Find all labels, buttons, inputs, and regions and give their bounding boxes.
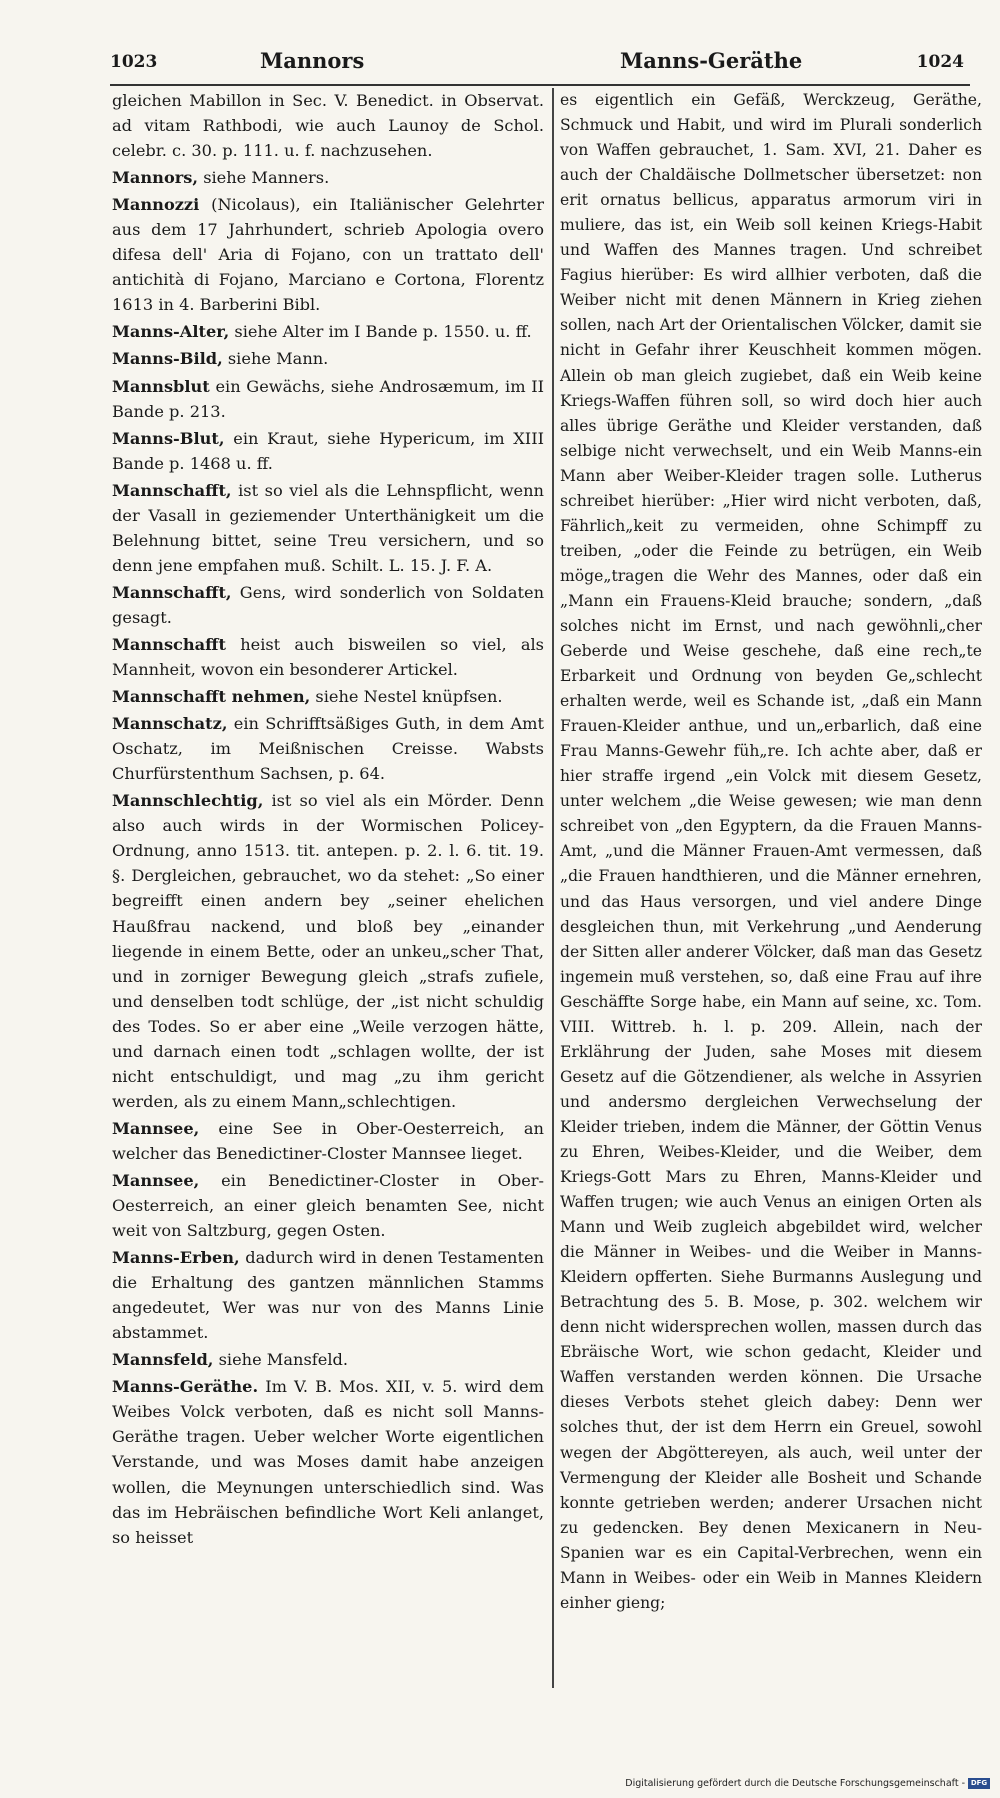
entry-text: ein Benedictiner-Closter in Ober-Oesterreich, an einer gleich benamten See, nicht weit von Saltzburg, gegen Osten. xyxy=(112,1170,545,1241)
header-rule xyxy=(110,84,970,86)
column-divider xyxy=(552,88,554,1688)
credit-text: Digitalisierung gefördert durch die Deutsche Forschungsgemeinschaft - xyxy=(625,1778,965,1789)
entry-headword: Manns-Geräthe. xyxy=(112,1377,259,1397)
running-head-right: Manns-Geräthe xyxy=(620,48,803,73)
entry xyxy=(112,192,544,317)
left-column xyxy=(112,88,544,1552)
entry xyxy=(112,346,544,371)
entry xyxy=(112,478,544,578)
entry xyxy=(112,632,544,682)
entry-headword: Manns-Blut, xyxy=(112,428,225,448)
entry-text: ein Schrifftsäßiges Guth, in dem Amt Oschatz, im Meißnischen Creisse. Wabsts Churfürstenthum Sachsen, p. 64. xyxy=(112,714,544,784)
entry xyxy=(112,684,544,709)
entry-text: Im V. B. Mos. XII, v. 5. wird dem Weibes Volck verboten, daß es nicht soll Manns-Geräthe tragen. Ueber welcher Worte eigentlichen Verstande, und was Moses damit habe anzeigen wollen, die Meynungen unterschiedlich sind. Was das im Hebräischen befindliche Wort Keli anlanget, so heisset xyxy=(112,1377,544,1547)
entry-headword: Mannschafft, xyxy=(112,480,232,500)
entry-headword: Mannschafft nehmen, xyxy=(112,687,311,707)
entry-headword: Mannsee, xyxy=(112,1170,200,1190)
entry-headword: Mannschafft xyxy=(112,634,226,654)
running-head-left: Mannors xyxy=(260,48,365,73)
entry-headword: Mannsblut xyxy=(112,376,210,396)
entry-headword: Mannsee, xyxy=(112,1118,200,1138)
entry-text: ein Gewächs, siehe Androsæmum, im II Bande p. 213. xyxy=(112,376,544,421)
entry-headword: Manns-Erben, xyxy=(112,1248,240,1268)
entry-text: Gens, wird sonderlich von Soldaten gesagt. xyxy=(112,582,544,627)
digitization-credit xyxy=(600,1778,990,1792)
entry xyxy=(112,711,544,786)
entry xyxy=(112,319,544,344)
entry-text: dadurch wird in denen Testamenten die Erhaltung des gantzen männlichen Stamms angedeutet, Wer was nur von des Manns Linie abstammet. xyxy=(112,1248,544,1343)
entry-text: siehe Manners. xyxy=(203,168,330,188)
entry xyxy=(112,1374,544,1549)
entry-text: siehe Nestel knüpfsen. xyxy=(315,687,503,707)
page-number-left: 1023 xyxy=(110,52,158,72)
dfg-logo-icon: DFG xyxy=(968,1778,990,1789)
page-number-right: 1024 xyxy=(916,52,964,72)
entry-text: ist so viel als ein Mörder. Denn also auch wirds in der Wormischen Policey-Ordnung, anno 1513. tit. antepen. p. 2. l. 6. tit. 19. §. Dergleichen, gebrauchet, wo da stehet: „So einer begreifft einen andern bey „seiner ehelichen Haußfrau nackend, und bloß bey „einander liegende in einem Bette, oder an unkeu„scher That, und in zorniger Bewegung gleich „strafs zufiele, und denselben todt schlüge, der „ist nicht schuldig des Todes. So er aber eine „Weile verzogen hätte, und darnach einen todt „schlagen wollte, der ist nicht entschuldigt, und mag „zu ihm gericht werden, als zu einem Mann„schlechtigen. xyxy=(112,791,544,1111)
entry-headword: Mannschlechtig, xyxy=(112,791,264,811)
entry-text: ein Kraut, siehe Hypericum, im XIII Bande p. 1468 u. ff. xyxy=(112,428,544,473)
entry xyxy=(112,1347,544,1372)
entry xyxy=(112,580,544,630)
right-column xyxy=(560,88,982,1618)
entry-text: siehe Mansfeld. xyxy=(218,1350,349,1370)
entry xyxy=(112,1168,544,1243)
entry-headword: Mannschafft, xyxy=(112,582,232,602)
entry-text: (Nicolaus), ein Italiänischer Gelehrter aus dem 17 Jahrhundert, schrieb Apologia overo difesa dell' Aria di Fojano, con un trattato dell' antichità di Fojano, Marciano e Cortona, Florentz 1613 in 4. Barberini Bibl. xyxy=(112,195,545,315)
entry-text: heist auch bisweilen so viel, als Mannheit, wovon ein besonderer Artickel. xyxy=(112,634,544,680)
entry-headword: Mannors, xyxy=(112,168,199,188)
entry: gleichen Mabillon in Sec. V. Benedict. in Observat. ad vitam Rathbodi, wie auch Launoy de Schol. celebr. c. 30. p. 111. u. f. nachzusehen. xyxy=(112,91,544,161)
entry xyxy=(112,374,544,424)
entry xyxy=(112,165,544,190)
entry-text: siehe Mann. xyxy=(227,349,329,369)
entry xyxy=(112,1245,544,1345)
entry-headword: Manns-Bild, xyxy=(112,349,223,369)
entry-headword: Mannozzi xyxy=(112,195,200,215)
page-header xyxy=(110,48,964,82)
continued-entry-text: es eigentlich ein Gefäß, Werckzeug, Geräthe, Schmuck und Habit, und wird im Plurali sonderlich von Waffen gebrauchet, 1. Sam. XVI, 21. Daher es auch der Chaldäische Dollmetscher übersetzet: non erit ornatus bellicus, apparatus armorum viri in muliere, das ist, ein Weib soll keinen Kriegs-Habit und Waffen des Mannes tragen. Und schreibet Fagius hierüber: Es wird allhier verboten, daß die Weiber nicht mit denen Männern in Krieg ziehen sollen, nach Art der Orientalischen Völcker, damit sie nicht in Gefahr ihrer Keuschheit kommen mögen. Allein ob man gleich zugiebet, daß ein Weib keine Kriegs-Waffen führen soll, so wird doch hier auch alles übrige Geräthe und Kleider verstanden, daß selbige nicht verwechselt, und ein Weib Manns-ein Mann aber Weiber-Kleider tragen solle. Lutherus schreibet hierüber: „Hier wird nicht verboten, daß, Fährlich„keit zu vermeiden, ohne Schimpff zu treiben, „oder die Feinde zu betrügen, ein Weib möge„tragen die Wehr des Mannes, oder daß ein „Mann ein Frauens-Kleid brauche; sondern, „daß solches nicht im Ernst, und nach gewöhnli„cher Geberde und Weise geschehe, daß eine rech„te Erbarkeit und Ordnung von beyden Ge„schlecht erhalten werde, weil es Schande ist, „daß ein Mann Frauen-Kleider anthue, und un„erbarlich, daß eine Frau Manns-Gewehr füh„re. Ich achte aber, daß er hier straffe irgend „ein Volck mit diesem Gesetz, unter welchem „die Weise gewesen; wie man denn schreibet von „den Egyptern, da die Frauen Manns-Amt, „und die Männer Frauen-Amt vermessen, daß „die Frauen handthieren, und die Männer ernehren, und das Haus versorgen, und viel andere Dinge desgleichen thun, mit Verkehrung „und Aenderung der Sitten aller anderer Völcker, daß man das Gesetz ingemein muß verstehen, so, daß eine Frau auf ihre Geschäffte Sorge habe, ein Mann auf seine, xc. Tom. VIII. Wittreb. h. l. p. 209. Allein, nach der Erklährung der Juden, sahe Moses mit diesem Gesetz auf die Götzendiener, als welche in Assyrien und andersmo dergleichen Verwechselung der Kleider trieben, indem die Männer, der Göttin Venus zu Ehren, Weibes-Kleider, und die Weiber, dem Kriegs-Gott Mars zu Ehren, Manns-Kleider und Waffen trugen; wie auch Venus an einigen Orten als Mann und Weib zugleich abgebildet wird, welcher die Männer in Weibes- und die Weiber in Manns-Kleidern opfferten. Siehe Burmanns Auslegung und Betrachtung des 5. B. Mose, p. 302. welchem wir denn nicht widersprechen wollen, massen durch das Ebräische Wort, wie schon gedacht, Kleider und Waffen verstanden werden können. Die Ursache dieses Verbots stehet gleich dabey: Denn wer solches thut, der ist dem Herrn ein Greuel, sowohl wegen der Abgöttereyen, als auch, weil unter der Vermengung der Kleider alle Bosheit und Schande konnte getrieben werden; anderer Ursachen nicht zu gedencken. Bey denen Mexicanern in Neu-Spanien war es ein Capital-Verbrechen, wenn ein Mann in Weibes- oder ein Weib in Mannes Kleidern einher gieng; xyxy=(560,91,982,1612)
entry-headword: Mannschatz, xyxy=(112,714,228,734)
entry-text: eine See in Ober-Oesterreich, an welcher das Benedictiner-Closter Mannsee lieget. xyxy=(112,1118,544,1163)
entry-headword: Mannsfeld, xyxy=(112,1350,214,1370)
entry-text: ist so viel als die Lehnspflicht, wenn der Vasall in geziemender Unterthänigkeit um die Belehnung bittet, seine Treu versichern, und so denn jene empfahen muß. Schilt. L. 15. J. F. A. xyxy=(112,480,544,575)
entry xyxy=(112,1116,544,1166)
entry-headword: Manns-Alter, xyxy=(112,322,230,342)
entry-text: siehe Alter im I Bande p. 1550. u. ff. xyxy=(234,322,532,342)
entry xyxy=(112,788,544,1114)
entry xyxy=(112,426,544,476)
